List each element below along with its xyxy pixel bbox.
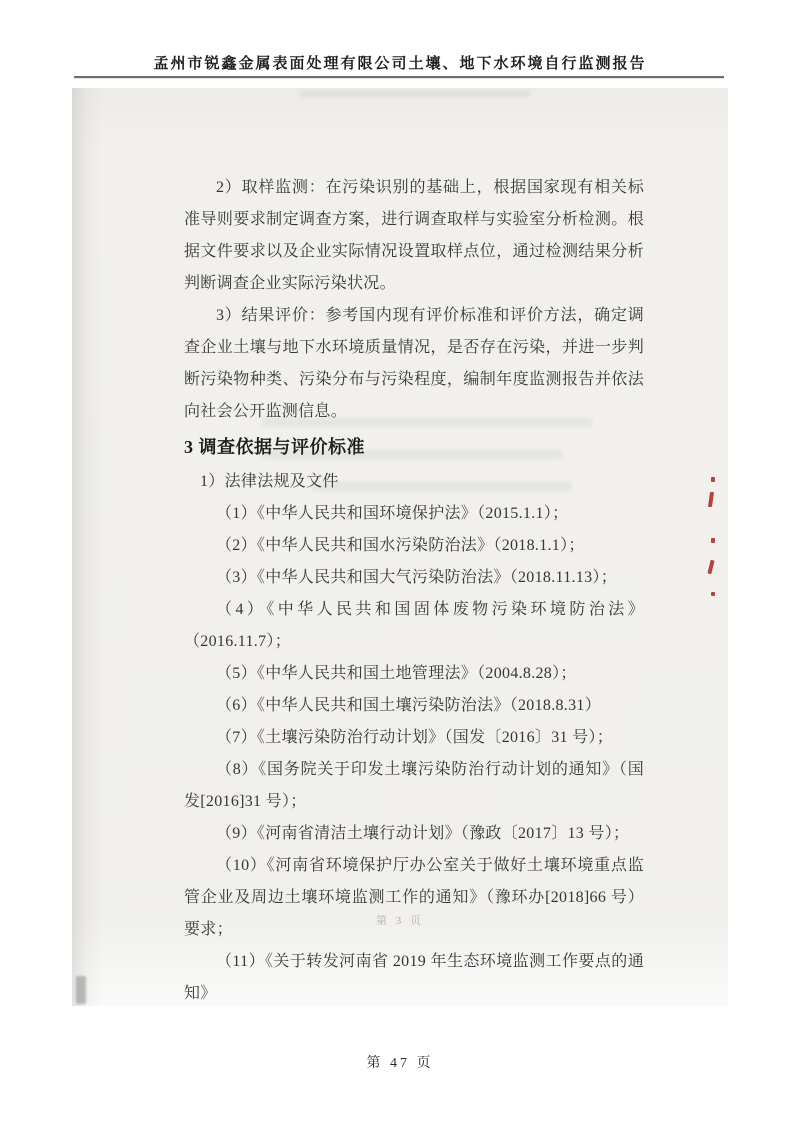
inner-page-number: 第 3 页 xyxy=(376,915,424,927)
bleedthrough-smudge xyxy=(300,90,530,97)
red-ink-mark xyxy=(708,492,714,507)
legal-item: （4）《中华人民共和国固体废物污染环境防治法》（2016.11.7）； xyxy=(184,601,644,650)
subsection-label: 1）法律法规及文件 xyxy=(200,473,339,490)
page-number: 第 47 页 xyxy=(366,1056,434,1071)
legal-item: （1）《中华人民共和国环境保护法》（2015.1.1）； xyxy=(216,505,569,522)
legal-item: （8）《国务院关于印发土壤污染防治行动计划的通知》（国发[2016]31 号）； xyxy=(184,761,644,810)
legal-item: （2）《中华人民共和国水污染防治法》（2018.1.1）； xyxy=(216,537,585,554)
page-content xyxy=(184,172,644,1010)
legal-item: （6）《中华人民共和国土壤污染防治法》（2018.8.31） xyxy=(216,697,602,714)
legal-item: （9）《河南省清洁土壤行动计划》（豫政〔2017〕13 号）； xyxy=(216,825,630,842)
paragraph-result-evaluation: 3）结果评价：参考国内现有评价标准和评价方法，确定调查企业土壤与地下水环境质量情况，是否存在污染，并进一步判断污染物种类、污染分布与污染程度，编制年度监测报告并依法向社会公开监测信息。 xyxy=(184,307,644,420)
header-rule xyxy=(74,76,724,78)
edge-smudge xyxy=(76,976,86,1004)
red-ink-mark xyxy=(711,592,715,596)
red-ink-mark xyxy=(711,477,715,482)
legal-item: （3）《中华人民共和国大气污染防治法》（2018.11.13）； xyxy=(216,569,618,586)
legal-item: （10）《河南省环境保护厅办公室关于做好土壤环境重点监管企业及周边土壤环境监测工作的通知》（豫环办[2018]66 号）要求； xyxy=(184,857,644,938)
paragraph-sampling-monitoring: 2）取样监测：在污染识别的基础上，根据国家现有相关标准导则要求制定调查方案，进行调查取样与实验室分析检测。根据文件要求以及企业实际情况设置取样点位，通过检测结果分析判断调查企业实际污染状况。 xyxy=(184,179,644,292)
red-ink-mark xyxy=(711,538,715,543)
scanned-page xyxy=(72,88,728,1006)
section-heading: 3 调查依据与评价标准 xyxy=(184,437,365,457)
legal-item: （7）《土壤污染防治行动计划》（国发〔2016〕31 号）； xyxy=(216,729,614,746)
legal-item: （5）《中华人民共和国土地管理法》（2004.8.28）； xyxy=(216,665,577,682)
legal-item: （11）《关于转发河南省 2019 年生态环境监测工作要点的通知》 xyxy=(184,953,644,1002)
red-ink-mark xyxy=(707,560,714,575)
report-header-title: 孟州市锐鑫金属表面处理有限公司土壤、地下水环境自行监测报告 xyxy=(153,56,647,72)
